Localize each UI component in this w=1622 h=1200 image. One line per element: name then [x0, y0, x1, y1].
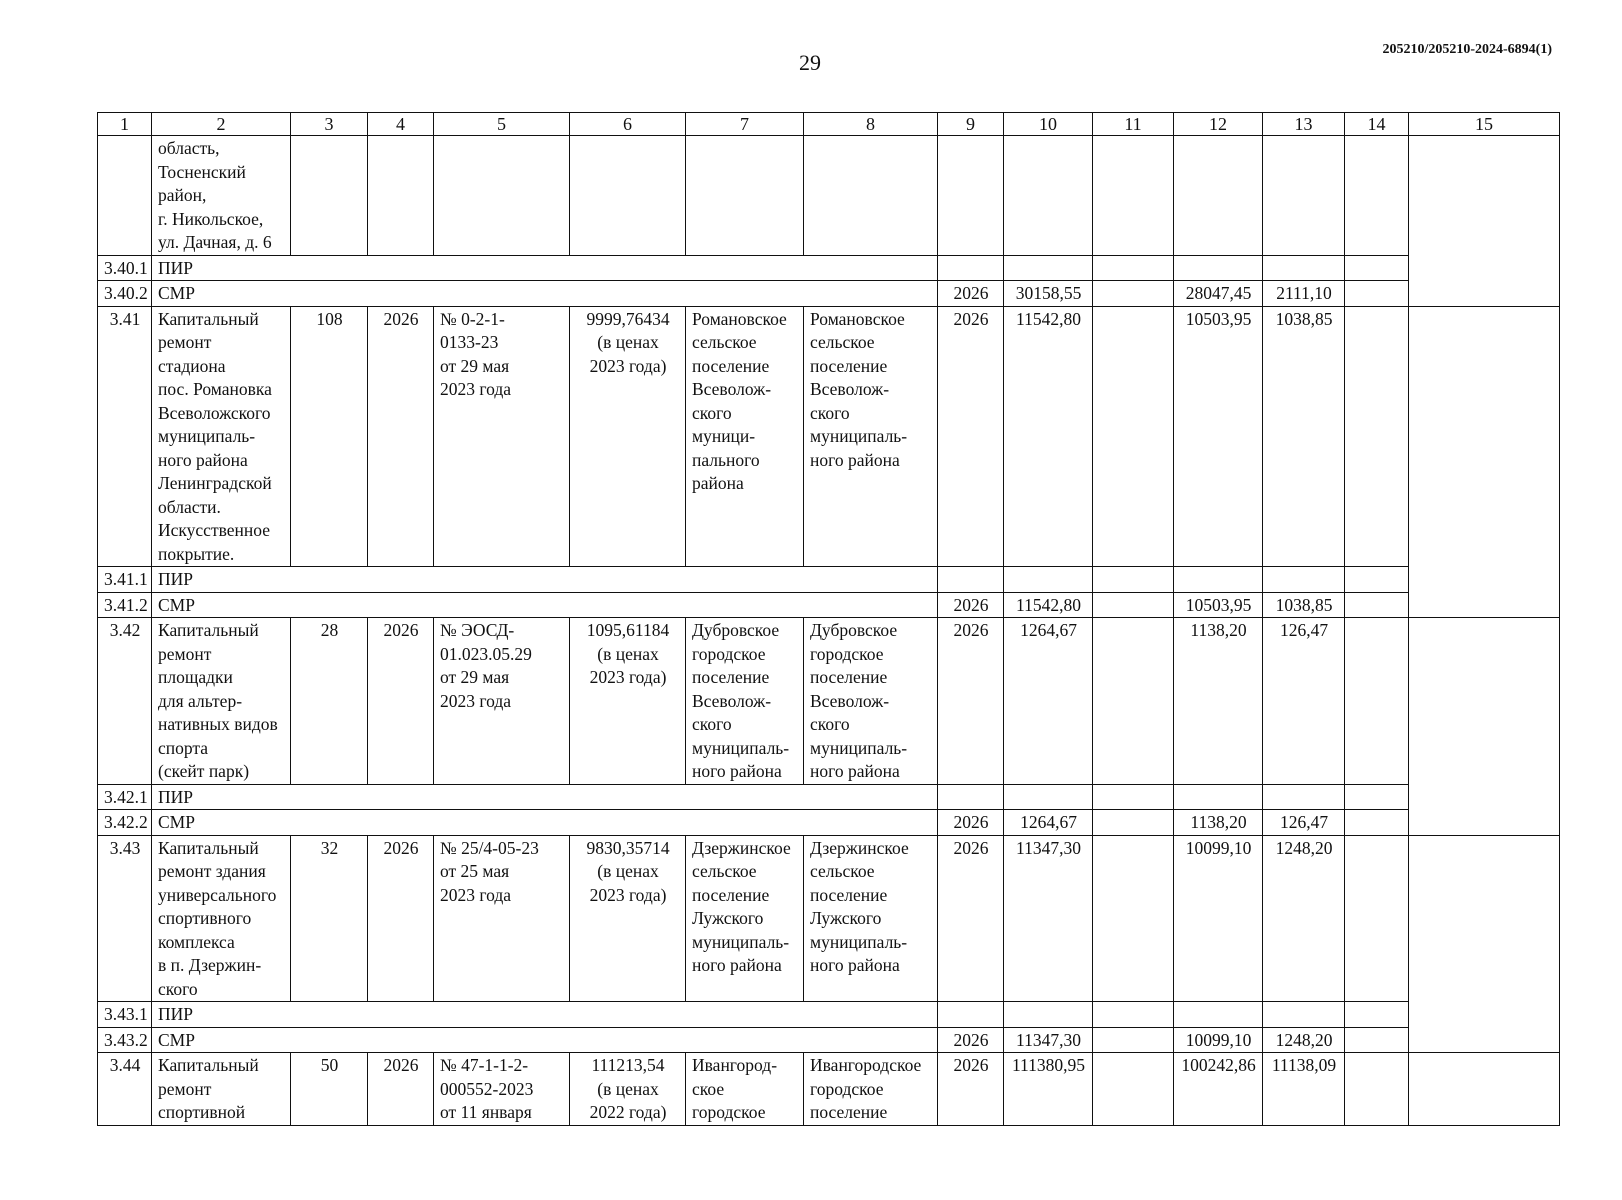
local-budget-cell: 1038,85 — [1263, 306, 1345, 567]
year-cell: 2026 — [368, 835, 434, 1002]
row-label: СМР — [152, 1027, 938, 1053]
regional-budget-cell: 10099,10 — [1174, 835, 1263, 1002]
total-cell: 11347,30 — [1004, 1027, 1093, 1053]
column-header: 15 — [1409, 113, 1560, 136]
year-cell: 2026 — [938, 281, 1004, 307]
customer-cell: Ивангород- ское городское — [686, 1053, 804, 1126]
column-header: 14 — [1345, 113, 1409, 136]
customer-cell: Дубровское городское поселение Всеволож- ского муниципаль- ного района — [686, 618, 804, 785]
capacity-cell: 50 — [291, 1053, 368, 1126]
local-budget-cell: 1248,20 — [1263, 1027, 1345, 1053]
row-number: 3.43 — [98, 835, 152, 1002]
regional-budget-cell: 1138,20 — [1174, 810, 1263, 836]
row-number: 3.44 — [98, 1053, 152, 1126]
local-budget-cell: 11138,09 — [1263, 1053, 1345, 1126]
object-name: Капитальный ремонт спортивной — [152, 1053, 291, 1126]
customer-cell: Дзержинское сельское поселение Лужского муниципаль- ного района — [686, 835, 804, 1002]
total-cell: 1264,67 — [1004, 810, 1093, 836]
column-header: 9 — [938, 113, 1004, 136]
object-name: Капитальный ремонт здания универсального спортивного комплекса в п. Дзержин- ского — [152, 835, 291, 1002]
owner-cell: Романовское сельское поселение Всеволож- ского муниципаль- ного района — [804, 306, 938, 567]
total-cell: 111380,95 — [1004, 1053, 1093, 1126]
data-table — [97, 112, 1560, 1126]
total-cell: 11542,80 — [1004, 306, 1093, 567]
row-number: 3.42.2 — [98, 810, 152, 836]
total-cell: 11347,30 — [1004, 835, 1093, 1002]
cost-cell: 1095,61184 (в ценах 2023 года) — [570, 618, 686, 785]
year-cell: 2026 — [938, 1027, 1004, 1053]
row-number: 3.40.2 — [98, 281, 152, 307]
local-budget-cell: 1038,85 — [1263, 592, 1345, 618]
year-cell: 2026 — [938, 835, 1004, 1002]
object-name: Капитальный ремонт площадки для альтер- нативных видов спорта (скейт парк) — [152, 618, 291, 785]
row-label: ПИР — [152, 567, 938, 593]
cost-cell: 9999,76434 (в ценах 2023 года) — [570, 306, 686, 567]
regional-budget-cell: 28047,45 — [1174, 281, 1263, 307]
regional-budget-cell: 10503,95 — [1174, 592, 1263, 618]
table-row — [98, 618, 1560, 785]
row-label: ПИР — [152, 1002, 938, 1028]
row-number: 3.42.1 — [98, 784, 152, 810]
row-number: 3.41.2 — [98, 592, 152, 618]
column-header: 3 — [291, 113, 368, 136]
column-header: 7 — [686, 113, 804, 136]
expertise-cell: № 47-1-1-2- 000552-2023 от 11 января — [434, 1053, 570, 1126]
regional-budget-cell: 1138,20 — [1174, 618, 1263, 785]
row-number: 3.43.1 — [98, 1002, 152, 1028]
row-label: ПИР — [152, 255, 938, 281]
row-label: СМР — [152, 281, 938, 307]
table-row — [98, 1002, 1560, 1028]
local-budget-cell: 1248,20 — [1263, 835, 1345, 1002]
local-budget-cell: 2111,10 — [1263, 281, 1345, 307]
row-label: ПИР — [152, 784, 938, 810]
column-header: 11 — [1093, 113, 1174, 136]
page-number: 29 — [799, 50, 821, 75]
owner-cell: Дзержинское сельское поселение Лужского муниципаль- ного района — [804, 835, 938, 1002]
table-row — [98, 255, 1560, 281]
column-header: 4 — [368, 113, 434, 136]
total-cell: 30158,55 — [1004, 281, 1093, 307]
regional-budget-cell: 10503,95 — [1174, 306, 1263, 567]
table-row — [98, 281, 1560, 307]
cost-cell: 9830,35714 (в ценах 2023 года) — [570, 835, 686, 1002]
capacity-cell: 28 — [291, 618, 368, 785]
row-label: СМР — [152, 810, 938, 836]
year-cell: 2026 — [938, 592, 1004, 618]
year-cell: 2026 — [938, 810, 1004, 836]
year-cell: 2026 — [938, 1053, 1004, 1126]
column-header: 6 — [570, 113, 686, 136]
local-budget-cell: 126,47 — [1263, 618, 1345, 785]
column-header: 12 — [1174, 113, 1263, 136]
table-row — [98, 835, 1560, 1002]
local-budget-cell: 126,47 — [1263, 810, 1345, 836]
table-row — [98, 1053, 1560, 1126]
row-number: 3.42 — [98, 618, 152, 785]
row-number: 3.41 — [98, 306, 152, 567]
row-number: 3.43.2 — [98, 1027, 152, 1053]
column-header: 8 — [804, 113, 938, 136]
owner-cell: Ивангородское городское поселение — [804, 1053, 938, 1126]
capacity-cell: 32 — [291, 835, 368, 1002]
regional-budget-cell: 10099,10 — [1174, 1027, 1263, 1053]
year-cell: 2026 — [368, 306, 434, 567]
expertise-cell: № 25/4-05-23 от 25 мая 2023 года — [434, 835, 570, 1002]
capacity-cell: 108 — [291, 306, 368, 567]
column-header: 2 — [152, 113, 291, 136]
table-row — [98, 784, 1560, 810]
row-number: 3.41.1 — [98, 567, 152, 593]
column-header: 13 — [1263, 113, 1345, 136]
column-header-row — [98, 113, 1560, 136]
column-header: 10 — [1004, 113, 1093, 136]
table-row — [98, 592, 1560, 618]
year-cell: 2026 — [368, 1053, 434, 1126]
row-label: СМР — [152, 592, 938, 618]
table-row — [98, 810, 1560, 836]
object-name: область, Тосненский район, г. Никольское, ул. Дачная, д. 6 — [152, 136, 291, 256]
table-row — [98, 1027, 1560, 1053]
table-row — [98, 306, 1560, 567]
customer-cell: Романовское сельское поселение Всеволож- ского муници- пального района — [686, 306, 804, 567]
year-cell: 2026 — [368, 618, 434, 785]
total-cell: 11542,80 — [1004, 592, 1093, 618]
table-row — [98, 136, 1560, 256]
column-header: 5 — [434, 113, 570, 136]
column-header: 1 — [98, 113, 152, 136]
table-row — [98, 567, 1560, 593]
document-id: 205210/205210-2024-6894(1) — [1382, 42, 1552, 57]
regional-budget-cell: 100242,86 — [1174, 1053, 1263, 1126]
expertise-cell: № ЭОСД- 01.023.05.29 от 29 мая 2023 года — [434, 618, 570, 785]
expertise-cell: № 0-2-1- 0133-23 от 29 мая 2023 года — [434, 306, 570, 567]
object-name: Капитальный ремонт стадиона пос. Романовка Всеволожского муниципаль- ного района Ленинградской области. Искусственное покрытие. — [152, 306, 291, 567]
total-cell: 1264,67 — [1004, 618, 1093, 785]
row-number: 3.40.1 — [98, 255, 152, 281]
year-cell: 2026 — [938, 306, 1004, 567]
cost-cell: 111213,54 (в ценах 2022 года) — [570, 1053, 686, 1126]
year-cell: 2026 — [938, 618, 1004, 785]
owner-cell: Дубровское городское поселение Всеволож- ского муниципаль- ного района — [804, 618, 938, 785]
